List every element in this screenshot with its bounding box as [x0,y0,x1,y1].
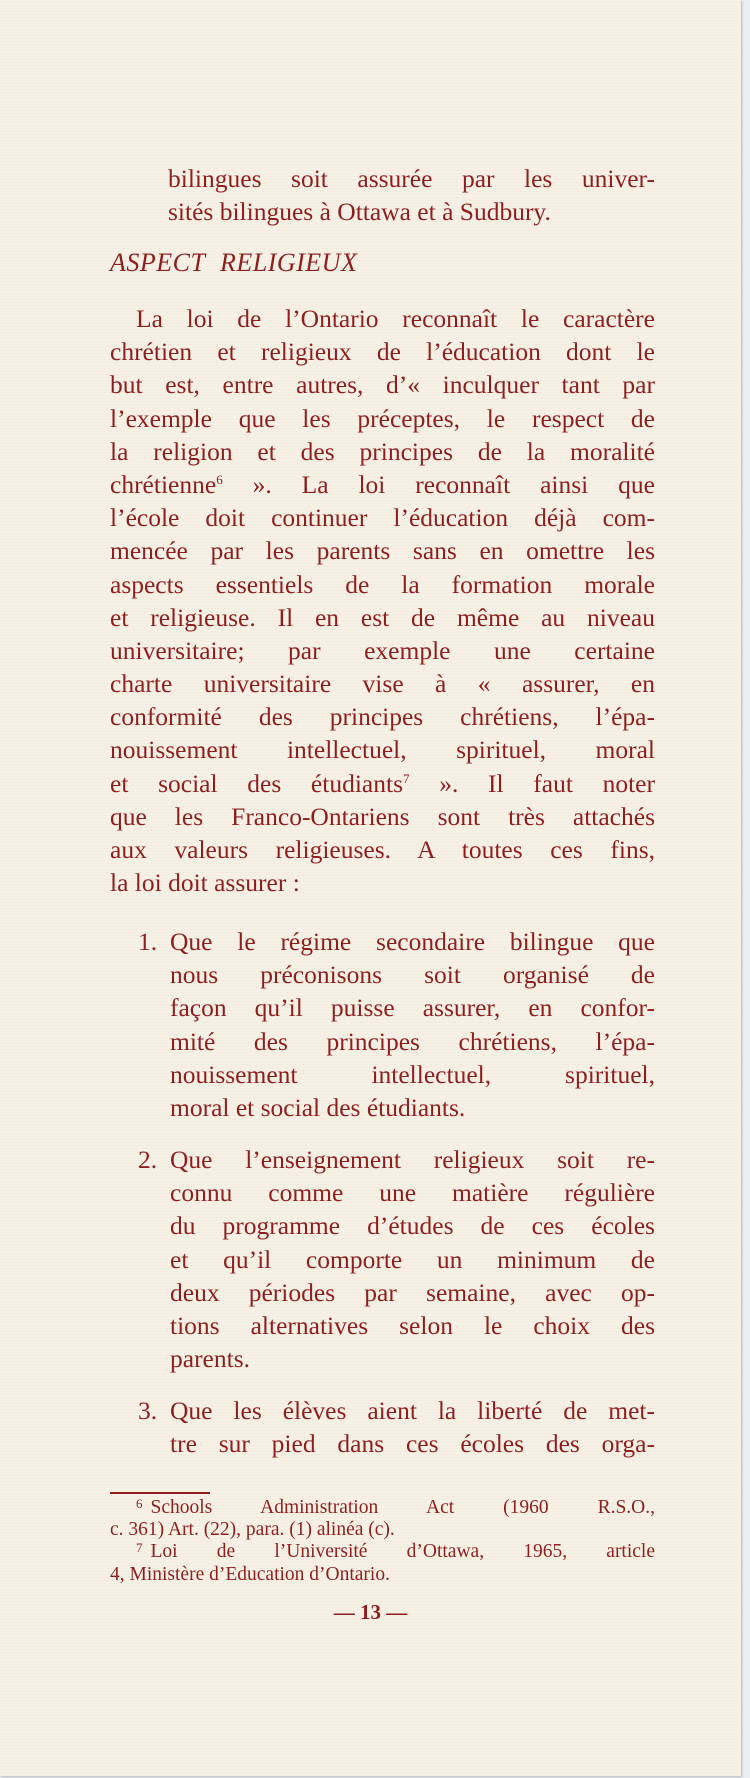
text-line: connu comme une matière régulière [170,1178,655,1208]
text-line: la loi doit assurer : [110,868,300,898]
footnote-number: 7 [136,1540,143,1556]
text-line: aspects essentiels de la formation morale [110,569,655,599]
text-line: nouissement intellectuel, spirituel, [170,1059,655,1089]
text-line: et religieuse. Il en est de même au niveau [110,602,655,632]
text-span: ». Il faut noter [439,768,655,798]
list-number: 1. [138,927,158,956]
text-line: la religion et des principes de la moralité [110,436,655,466]
text-line [110,468,655,501]
list-number: 3. [138,1396,158,1425]
text-line: chrétien et religieux de l’éducation dont le [110,337,655,367]
text-line: mité des principes chrétiens, l’épa- [170,1026,655,1056]
text-line: parents. [170,1344,251,1374]
list-item-text [170,1143,655,1375]
text-line: conformité des principes chrétiens, l’épa- [110,702,655,732]
footnote-6-line: c. 361) Art. (22), para. (1) alinéa (c). [110,1519,395,1541]
list-number: 2. [138,1145,158,1174]
text-line: charte universitaire vise à « assurer, en [110,669,655,699]
footnote-ref-7: 7 [403,770,410,786]
footnote-6-line [110,1497,655,1519]
text-line: Que le régime secondaire bilingue que [170,927,655,956]
text-line: l’exemple que les préceptes, le respect de [110,403,655,433]
page-number: — 13 — [333,1600,408,1624]
footnote-7-line: 4, Ministère d’Education d’Ontario. [110,1563,390,1585]
section-heading: ASPECT RELIGIEUX [110,248,358,277]
text-span: ». La loi reconnaît ainsi que [252,469,655,499]
text-line: bilingues soit assurée par les univer- [168,164,655,193]
footnote-divider [110,1492,210,1494]
text-line: Que l’enseignement religieux soit re- [170,1145,655,1174]
text-line: deux périodes par semaine, avec op- [170,1277,655,1307]
text-line: tions alternatives selon le choix des [170,1310,655,1340]
text-line: sités bilingues à Ottawa et à Sudbury. [168,197,551,227]
footnote-number: 6 [136,1496,143,1511]
text-line: mencée par les parents sans en omettre les [110,536,655,566]
continuation-paragraph [168,162,655,228]
text-line: que les Franco-Ontariens sont très attachés [110,801,655,831]
list-item-text [170,925,655,1124]
text-line: Que les élèves aient la liberté de met- [170,1396,655,1425]
text-line: nous préconisons soit organisé de [170,960,655,990]
list-item-text [170,1394,655,1460]
text-span: chrétienne [110,469,217,499]
footnote-ref-6: 6 [216,471,223,487]
text-line: tre sur pied dans ces écoles des orga- [170,1429,655,1459]
text-line [110,767,655,800]
text-span: Schools Administration Act (1960 R.S.O., [150,1497,655,1518]
text-line: aux valeurs religieuses. A toutes ces fins, [110,835,655,864]
footnotes [110,1497,655,1586]
text-line: nouissement intellectuel, spirituel, moral [110,735,655,765]
text-line: moral et social des étudiants. [170,1092,466,1122]
text-line: du programme d’études de ces écoles [170,1211,655,1241]
text-line: l’école doit continuer l’éducation déjà com- [110,503,655,533]
text-line: universitaire; par exemple une certaine [110,635,655,665]
text-span: Loi de l’Université d’Ottawa, 1965, article [150,1541,655,1563]
body-paragraph [110,302,655,899]
text-line: façon qu’il puisse assurer, en confor- [170,993,655,1023]
text-line: La loi de l’Ontario reconnaît le caractère [136,304,655,333]
text-line: but est, entre autres, d’« inculquer tant par [110,370,655,400]
text-line: et qu’il comporte un minimum de [170,1244,655,1274]
text-span: et social des étudiants [110,768,403,798]
footnote-7-line [110,1541,655,1563]
